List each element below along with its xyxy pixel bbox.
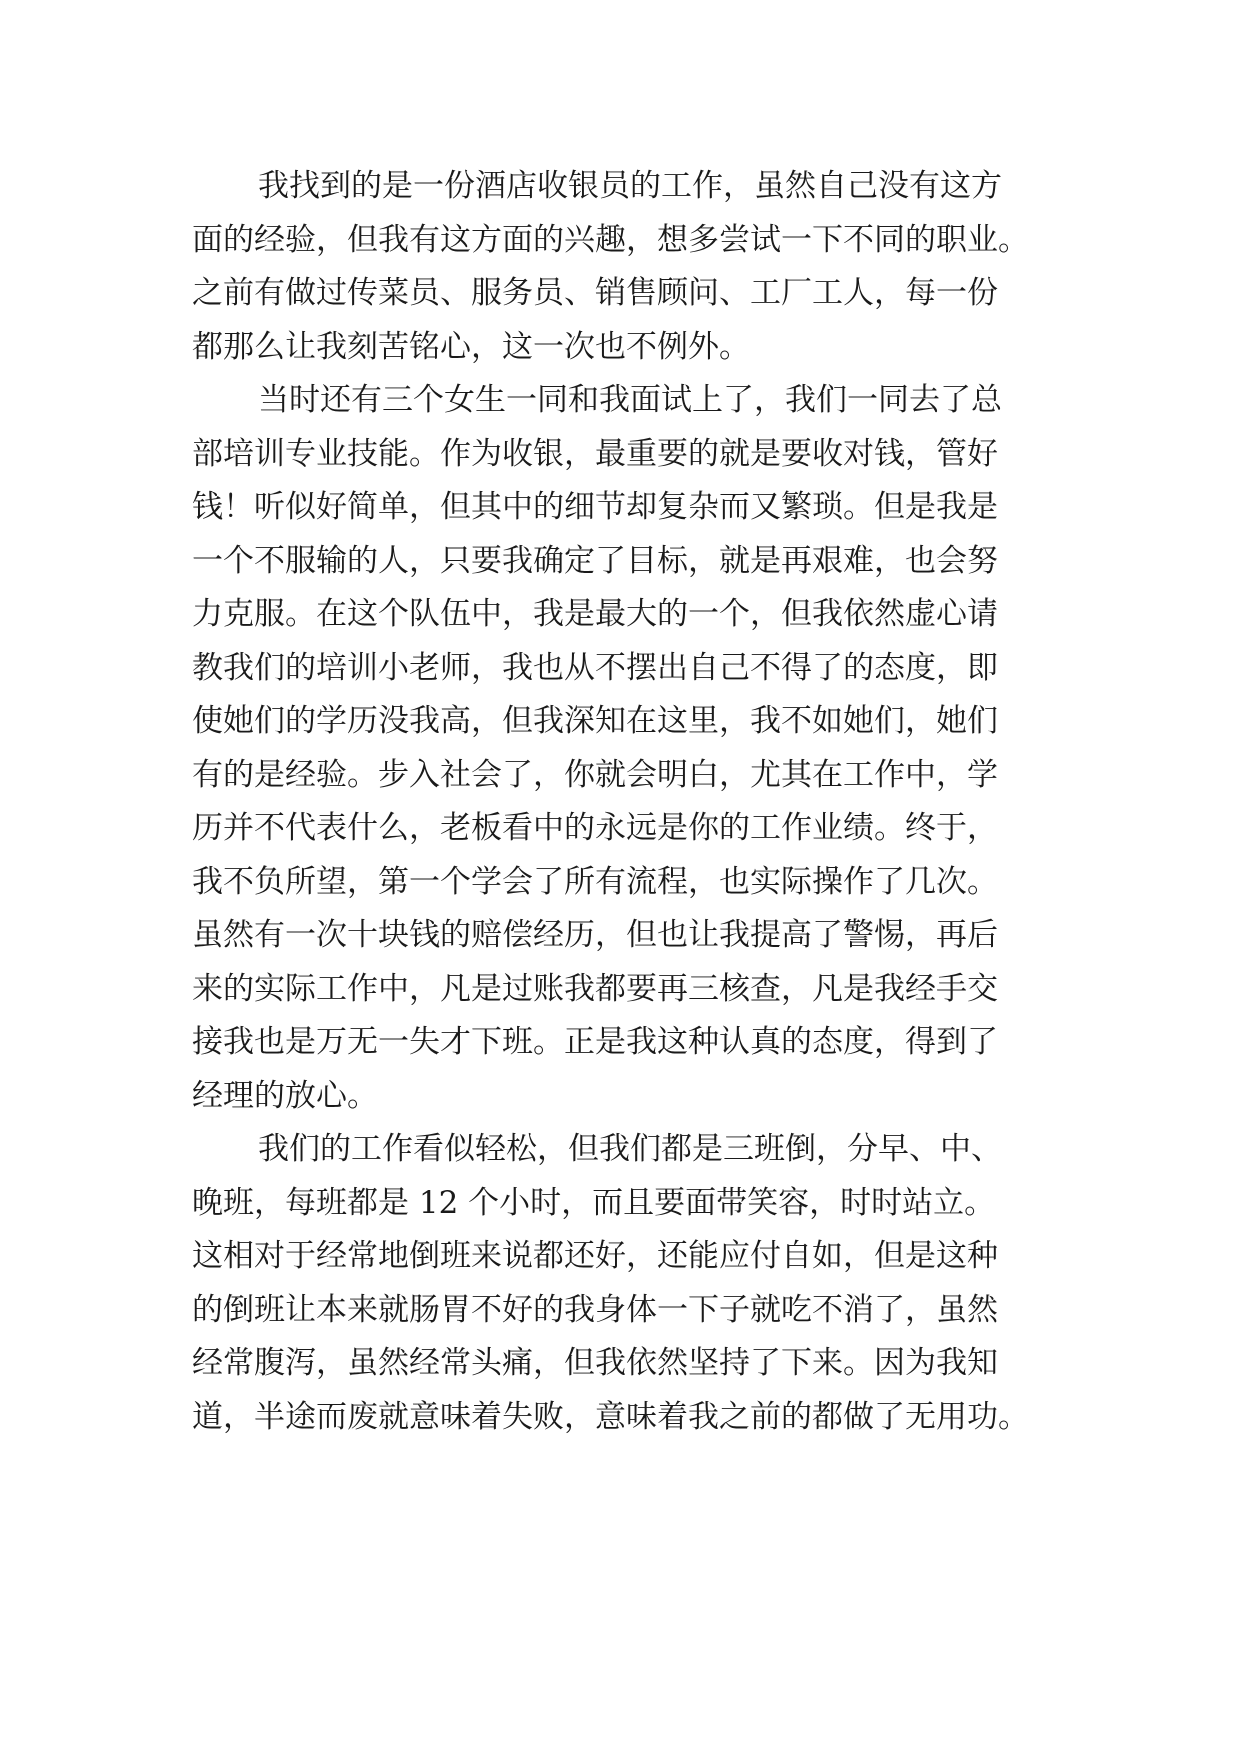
paragraph-2-line-14: 经理的放心。	[192, 1077, 378, 1114]
paragraph-2-line-4: 一个不服输的人，只要我确定了目标，就是再艰难，也会努	[192, 542, 998, 579]
paragraph-1-line-4: 都那么让我刻苦铭心，这一次也不例外。	[192, 328, 750, 365]
paragraph-1-line-2: 面的经验，但我有这方面的兴趣，想多尝试一下不同的职业。	[192, 221, 1029, 258]
paragraph-2-line-5: 力克服。在这个队伍中，我是最大的一个，但我依然虚心请	[192, 596, 998, 632]
paragraph-2-line-1: 当时还有三个女生一同和我面试上了，我们一同去了总	[258, 382, 1002, 418]
paragraph-2-line-2: 部培训专业技能。作为收银，最重要的就是要收对钱，管好	[192, 435, 998, 472]
paragraph-2-line-11: 虽然有一次十块钱的赔偿经历，但也让我提高了警惕，再后	[192, 917, 998, 953]
document-body	[192, 160, 1052, 1444]
paragraph-3-line-1: 我们的工作看似轻松，但我们都是三班倒，分早、中、	[258, 1131, 1002, 1167]
paragraph-2-line-13: 接我也是万无一失才下班。正是我这种认真的态度，得到了	[192, 1024, 998, 1060]
paragraph-2-line-9: 历并不代表什么，老板看中的永远是你的工作业绩。终于，	[192, 810, 998, 846]
paragraph-1-line-1: 我找到的是一份酒店收银员的工作，虽然自己没有这方	[258, 168, 1002, 204]
paragraph-3-line-3: 这相对于经常地倒班来说都还好，还能应付自如，但是这种	[192, 1238, 998, 1274]
paragraph-3-line-5: 经常腹泻，虽然经常头痛，但我依然坚持了下来。因为我知	[192, 1345, 998, 1381]
paragraph-3-line-2: 晚班，每班都是 12 个小时，而且要面带笑容，时时站立。	[192, 1184, 996, 1221]
paragraph-2-line-6: 教我们的培训小老师，我也从不摆出自己不得了的态度，即	[192, 649, 998, 686]
paragraph-2-line-8: 有的是经验。步入社会了，你就会明白，尤其在工作中，学	[192, 756, 998, 793]
paragraph-3-line-6: 道，半途而废就意味着失败，意味着我之前的都做了无用功。	[192, 1398, 1029, 1435]
paragraph-1-line-3: 之前有做过传菜员、服务员、销售顾问、工厂工人，每一份	[192, 275, 998, 311]
paragraph-2-line-3: 钱！听似好简单，但其中的细节却复杂而又繁琐。但是我是	[192, 489, 998, 525]
paragraph-2-line-7: 使她们的学历没我高，但我深知在这里，我不如她们，她们	[192, 703, 998, 739]
paragraph-2-line-10: 我不负所望，第一个学会了所有流程，也实际操作了几次。	[192, 863, 998, 900]
paragraph-2-line-12: 来的实际工作中，凡是过账我都要再三核查，凡是我经手交	[192, 970, 998, 1007]
paragraph-3-line-4: 的倒班让本来就肠胃不好的我身体一下子就吃不消了，虽然	[192, 1291, 998, 1328]
